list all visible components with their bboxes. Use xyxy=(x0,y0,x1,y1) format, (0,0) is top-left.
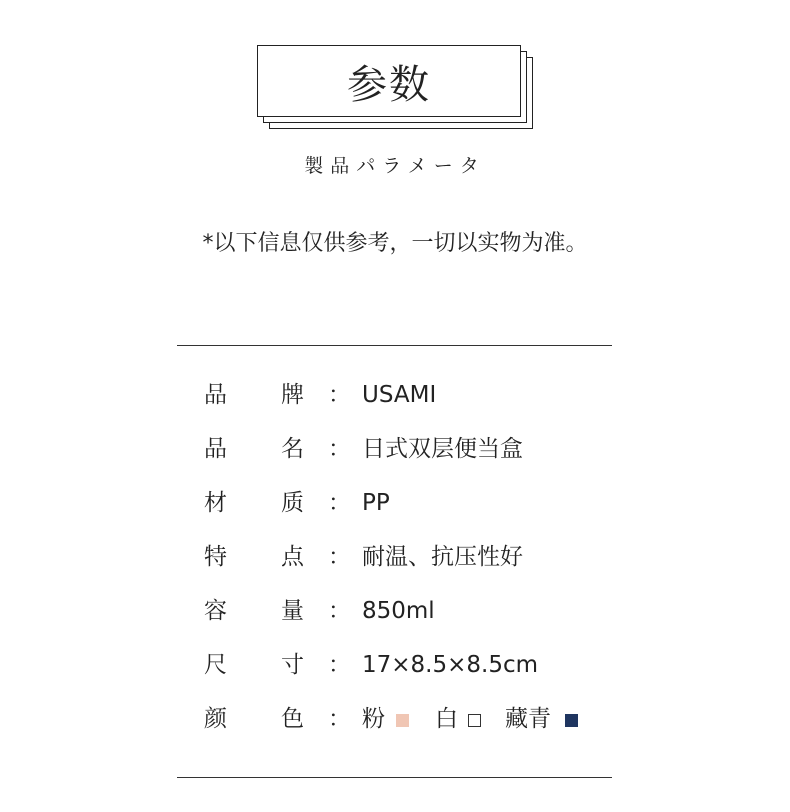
spec-colon: ： xyxy=(328,544,351,570)
color-swatch-pink xyxy=(396,714,409,727)
spec-row-brand xyxy=(0,378,790,412)
spec-colon: ： xyxy=(328,436,351,462)
spec-row-material xyxy=(0,486,790,520)
top-divider xyxy=(177,345,612,346)
spec-key-char-1: 材 xyxy=(204,490,227,516)
spec-value: 耐温、抗压性好 xyxy=(362,544,523,570)
spec-key-char-2: 点 xyxy=(281,544,304,570)
spec-value: 17×8.5×8.5cm xyxy=(362,652,539,678)
spec-colon: ： xyxy=(328,490,351,516)
page-subtitle: 製品パラメータ xyxy=(304,155,486,177)
spec-row-capacity xyxy=(0,594,790,628)
spec-key-char-2: 名 xyxy=(281,436,304,462)
color-swatch-white xyxy=(468,714,481,727)
spec-key-char-1: 品 xyxy=(204,382,227,408)
bottom-divider xyxy=(177,777,612,778)
title-box xyxy=(257,45,533,131)
title-box-front xyxy=(257,45,521,117)
disclaimer-note: *以下信息仅供参考，一切以实物为准。 xyxy=(202,231,588,256)
spec-value: USAMI xyxy=(362,382,437,408)
spec-colon: ： xyxy=(328,382,351,408)
spec-colon: ： xyxy=(328,598,351,624)
spec-key-char-2: 牌 xyxy=(281,382,304,408)
spec-key-char-2: 量 xyxy=(281,598,304,624)
spec-key-char-1: 特 xyxy=(204,544,227,570)
spec-colon: ： xyxy=(328,706,351,732)
spec-row-colors xyxy=(0,702,790,736)
spec-key-char-2: 色 xyxy=(281,706,304,732)
spec-key-char-1: 容 xyxy=(204,598,227,624)
page-title: 参数 xyxy=(347,61,431,108)
spec-key-char-2: 寸 xyxy=(281,652,304,678)
color-name-navy: 藏青 xyxy=(505,706,551,732)
spec-value: PP xyxy=(362,490,390,516)
spec-row-product-name xyxy=(0,432,790,466)
color-swatch-navy xyxy=(565,714,578,727)
spec-key-char-2: 质 xyxy=(281,490,304,516)
spec-row-features xyxy=(0,540,790,574)
color-name-white: 白 xyxy=(435,706,458,732)
color-name-pink: 粉 xyxy=(362,706,385,732)
spec-key-char-1: 颜 xyxy=(204,706,227,732)
spec-key-char-1: 尺 xyxy=(204,652,227,678)
spec-row-size xyxy=(0,648,790,682)
spec-value: 850ml xyxy=(362,598,435,624)
spec-colon: ： xyxy=(328,652,351,678)
spec-key-char-1: 品 xyxy=(204,436,227,462)
spec-value: 日式双层便当盒 xyxy=(362,436,523,462)
